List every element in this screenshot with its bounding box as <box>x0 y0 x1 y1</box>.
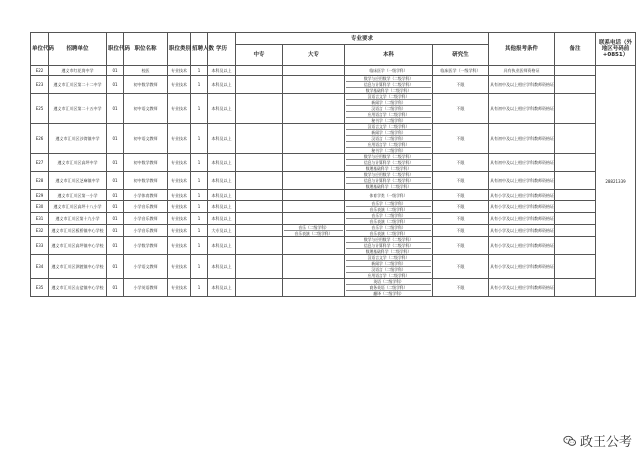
major-line: 音乐表演（二级学科） <box>294 231 333 236</box>
major-line: 汉语言（二级学科） <box>346 136 431 142</box>
major-graduate: 不限 <box>433 124 489 154</box>
major-dazhuan <box>283 154 345 172</box>
major-line: 音乐表演（二级学科） <box>369 207 408 212</box>
unit-code: E33 <box>31 237 49 255</box>
header-zhongzhuan: 中专 <box>236 45 283 66</box>
recruitment-table-sheet <box>30 32 633 452</box>
major-dazhuan <box>283 279 345 297</box>
table-row <box>31 94 636 124</box>
major-dazhuan <box>283 76 345 94</box>
major-line: 英语（二级学科） <box>346 279 431 285</box>
unit-name: 遵义市汇川区第十九小学 <box>49 213 107 225</box>
major-dazhuan <box>283 213 345 225</box>
major-benke <box>345 124 433 154</box>
table-row <box>31 213 636 225</box>
other-conditions: 具有初中及以上相应学科教师资格证 <box>489 76 555 94</box>
major-line: 数学与应用数学（二级学科） <box>346 172 431 178</box>
major-line: 音乐表演（二级学科） <box>369 231 408 236</box>
major-zhongzhuan <box>236 279 283 297</box>
major-benke <box>345 190 433 201</box>
notes <box>555 279 596 297</box>
position-name: 初中数学教师 <box>124 172 168 190</box>
major-line: 新闻学（二级学科） <box>346 100 431 106</box>
position-name: 校医 <box>124 66 168 76</box>
unit-name: 遵义市汇川区高坪镇中心学校 <box>49 237 107 255</box>
education: 本科及以上 <box>208 76 236 94</box>
header-count: 招聘人数 <box>191 33 208 66</box>
major-line: 汉语言文学（二级学科） <box>346 94 431 100</box>
major-line: 数理基础科学（二级学科） <box>365 249 412 254</box>
major-zhongzhuan <box>236 225 283 237</box>
unit-code: E30 <box>31 201 49 213</box>
major-graduate: 不限 <box>433 172 489 190</box>
header-notes: 备注 <box>555 33 596 66</box>
other-conditions: 具有小学及以上相应学科教师资格证 <box>489 255 555 279</box>
recruit-count: 1 <box>191 225 208 237</box>
major-graduate: 不限 <box>433 255 489 279</box>
table-row <box>31 201 636 213</box>
major-benke <box>345 154 433 172</box>
major-line: 数学与应用数学（二级学科） <box>346 154 431 160</box>
major-line: 音乐学（二级学科） <box>346 213 431 219</box>
position-code: 01 <box>107 213 124 225</box>
education: 本科及以上 <box>208 124 236 154</box>
recruit-count: 1 <box>191 172 208 190</box>
major-line: 翻译（二级学科） <box>373 291 404 296</box>
header-unit-code: 单位代码 <box>31 33 49 66</box>
unit-code: E23 <box>31 76 49 94</box>
position-code: 01 <box>107 201 124 213</box>
major-zhongzhuan <box>236 124 283 154</box>
major-zhongzhuan <box>236 201 283 213</box>
notes <box>555 94 596 124</box>
unit-code: E27 <box>31 154 49 172</box>
position-code: 01 <box>107 94 124 124</box>
major-benke <box>345 172 433 190</box>
header-position-name: 职位名称 <box>124 33 168 66</box>
major-dazhuan <box>283 66 345 76</box>
other-conditions: 具有小学及以上相应学科教师资格证 <box>489 237 555 255</box>
table-row <box>31 66 636 76</box>
major-benke <box>345 255 433 279</box>
notes <box>555 124 596 154</box>
position-type: 专业技术 <box>168 94 191 124</box>
education: 本科及以上 <box>208 190 236 201</box>
notes <box>555 172 596 190</box>
recruit-count: 1 <box>191 190 208 201</box>
recruit-count: 1 <box>191 255 208 279</box>
major-line: 音乐学（二级学科） <box>346 201 431 207</box>
major-benke <box>345 76 433 94</box>
major-line: 数学基础科学（二级学科） <box>365 88 412 93</box>
unit-name: 遵义市汇川区高坪中学 <box>49 154 107 172</box>
header-graduate: 研究生 <box>433 45 489 66</box>
position-name: 初中语文教师 <box>124 94 168 124</box>
header-major-requirements: 专业要求 <box>236 33 489 45</box>
major-graduate: 不限 <box>433 76 489 94</box>
major-line: 信息与计算科学（二级学科） <box>346 178 431 184</box>
education: 本科及以上 <box>208 94 236 124</box>
position-code: 01 <box>107 190 124 201</box>
other-conditions: 具有小学及以上相应学科教师资格证 <box>489 190 555 201</box>
major-line: 数理基础科学（二级学科） <box>365 184 412 189</box>
unit-code: E28 <box>31 172 49 190</box>
notes <box>555 225 596 237</box>
major-line: 汉语言（二级学科） <box>346 267 431 273</box>
notes <box>555 76 596 94</box>
major-dazhuan <box>283 255 345 279</box>
major-line: 体育学类（一级学科） <box>369 192 408 198</box>
header-unit: 招聘单位 <box>49 33 107 66</box>
major-dazhuan <box>283 237 345 255</box>
major-benke <box>345 201 433 213</box>
position-type: 专业技术 <box>168 66 191 76</box>
education: 本科及以上 <box>208 154 236 172</box>
major-line: 应用语言学（二级学科） <box>367 273 410 278</box>
position-code: 01 <box>107 66 124 76</box>
major-zhongzhuan <box>236 154 283 172</box>
recruit-count: 1 <box>191 124 208 154</box>
major-zhongzhuan <box>236 94 283 124</box>
unit-name: 遵义市汇川区泗渡镇中心学校 <box>49 255 107 279</box>
major-zhongzhuan <box>236 76 283 94</box>
unit-code: E31 <box>31 213 49 225</box>
major-zhongzhuan <box>236 190 283 201</box>
table-row <box>31 255 636 279</box>
major-benke <box>345 213 433 225</box>
major-dazhuan <box>283 225 345 237</box>
notes <box>555 66 596 76</box>
major-line: 数学与应用数学（二级学科） <box>346 76 431 82</box>
major-line: 信息与计算科学（二级学科） <box>346 82 431 88</box>
table-row <box>31 76 636 94</box>
header-position-code: 职位代码 <box>107 33 124 66</box>
position-type: 专业技术 <box>168 237 191 255</box>
notes <box>555 237 596 255</box>
major-graduate: 不限 <box>433 154 489 172</box>
unit-name: 遵义市汇川区芝麻镇中学 <box>49 172 107 190</box>
unit-code: E26 <box>31 124 49 154</box>
notes <box>555 255 596 279</box>
education: 本科及以上 <box>208 172 236 190</box>
recruit-count: 1 <box>191 94 208 124</box>
table-row <box>31 237 636 255</box>
major-line: 秘书学（二级学科） <box>371 118 406 123</box>
other-conditions: 具有小学及以上相应学科教师资格证 <box>489 225 555 237</box>
table-row <box>31 190 636 201</box>
other-conditions: 具有初中及以上相应学科教师资格证 <box>489 124 555 154</box>
position-name: 小学音乐教师 <box>124 225 168 237</box>
notes <box>555 190 596 201</box>
major-graduate: 临床医学（一级学科） <box>433 66 489 76</box>
major-line: 商务英语（二级学科） <box>346 285 431 291</box>
unit-name: 遵义市红花岗中学 <box>49 66 107 76</box>
position-name: 小学音乐教师 <box>124 201 168 213</box>
position-type: 专业技术 <box>168 76 191 94</box>
position-name: 小学体育教师 <box>124 190 168 201</box>
major-benke <box>345 237 433 255</box>
unit-name: 遵义市汇川区第二十二中学 <box>49 76 107 94</box>
position-type: 专业技术 <box>168 124 191 154</box>
major-line: 音乐学（二级学科） <box>346 225 431 231</box>
major-graduate: 不限 <box>433 190 489 201</box>
table-row <box>31 172 636 190</box>
recruit-count: 1 <box>191 213 208 225</box>
position-type: 专业技术 <box>168 255 191 279</box>
position-name: 小学英语教师 <box>124 279 168 297</box>
major-line: 临床医学（一级学科） <box>369 68 408 73</box>
recruit-count: 1 <box>191 66 208 76</box>
other-conditions: 具有初中及以上相应学科教师资格证 <box>489 172 555 190</box>
unit-code: E32 <box>31 225 49 237</box>
position-name: 小学音乐教师 <box>124 213 168 225</box>
major-line: 秘书学（二级学科） <box>371 148 406 153</box>
education: 本科及以上 <box>208 237 236 255</box>
unit-code: E29 <box>31 190 49 201</box>
position-code: 01 <box>107 225 124 237</box>
other-conditions: 具有小学及以上相应学科教师资格证 <box>489 213 555 225</box>
position-name: 初中数学教师 <box>124 76 168 94</box>
major-dazhuan <box>283 201 345 213</box>
position-code: 01 <box>107 172 124 190</box>
header-dazhuan: 大专 <box>283 45 345 66</box>
position-type: 专业技术 <box>168 213 191 225</box>
major-line: 数学与应用数学（二级学科） <box>346 237 431 243</box>
other-conditions: 具有初中及以上相应学科教师资格证 <box>489 94 555 124</box>
header-position-type: 职位类别 <box>168 33 191 66</box>
major-line: 信息与计算科学（二级学科） <box>346 243 431 249</box>
header-other-conditions: 其他报考条件 <box>489 33 555 66</box>
position-code: 01 <box>107 279 124 297</box>
position-type: 专业技术 <box>168 172 191 190</box>
major-line: 汉语言（二级学科） <box>346 106 431 112</box>
unit-name: 遵义市汇川区山盆镇中心学校 <box>49 279 107 297</box>
recruit-count: 1 <box>191 279 208 297</box>
unit-name: 遵义市汇川区第二十五中学 <box>49 94 107 124</box>
table-row <box>31 225 636 237</box>
table-row <box>31 154 636 172</box>
other-conditions: 具有小学及以上相应学科教师资格证 <box>489 279 555 297</box>
position-name: 初中数学教师 <box>124 154 168 172</box>
notes <box>555 154 596 172</box>
position-code: 01 <box>107 76 124 94</box>
unit-name: 遵义市汇川区第一小学 <box>49 190 107 201</box>
watermark <box>563 431 632 450</box>
unit-code: E25 <box>31 94 49 124</box>
education: 本科及以上 <box>208 201 236 213</box>
position-name: 小学语文教师 <box>124 255 168 279</box>
position-code: 01 <box>107 154 124 172</box>
major-dazhuan <box>283 124 345 154</box>
major-line: 音乐（二级学科） <box>284 225 343 231</box>
major-line: 音乐表演（二级学科） <box>369 219 408 224</box>
major-graduate: 不限 <box>433 213 489 225</box>
header-education: 学历 <box>208 33 236 66</box>
position-name: 小学数学教师 <box>124 237 168 255</box>
unit-code: E22 <box>31 66 49 76</box>
notes <box>555 213 596 225</box>
major-benke <box>345 279 433 297</box>
education: 本科及以上 <box>208 279 236 297</box>
position-type: 专业技术 <box>168 190 191 201</box>
position-code: 01 <box>107 124 124 154</box>
major-graduate: 不限 <box>433 279 489 297</box>
table-body <box>31 66 636 297</box>
position-name: 初中语文教师 <box>124 124 168 154</box>
major-zhongzhuan <box>236 255 283 279</box>
major-zhongzhuan <box>236 172 283 190</box>
notes <box>555 201 596 213</box>
major-dazhuan <box>283 190 345 201</box>
unit-code: E35 <box>31 279 49 297</box>
watermark-text: 政王公考 <box>579 435 632 450</box>
position-type: 专业技术 <box>168 279 191 297</box>
major-zhongzhuan <box>236 66 283 76</box>
education: 本科及以上 <box>208 66 236 76</box>
recruit-count: 1 <box>191 201 208 213</box>
major-line: 应用语言学（二级学科） <box>346 112 431 118</box>
major-zhongzhuan <box>236 237 283 255</box>
major-line: 应用语言学（二级学科） <box>346 142 431 148</box>
recruitment-table <box>30 32 636 297</box>
major-line: 数理基础科学（二级学科） <box>365 166 412 171</box>
major-graduate: 不限 <box>433 201 489 213</box>
other-conditions: 具有小学及以上相应学科教师资格证 <box>489 201 555 213</box>
education: 本科及以上 <box>208 213 236 225</box>
major-benke <box>345 225 433 237</box>
major-graduate: 不限 <box>433 237 489 255</box>
recruit-count: 1 <box>191 237 208 255</box>
table-row <box>31 279 636 297</box>
unit-code: E34 <box>31 255 49 279</box>
position-code: 01 <box>107 237 124 255</box>
recruit-count: 1 <box>191 154 208 172</box>
position-code: 01 <box>107 255 124 279</box>
major-line: 新闻学（二级学科） <box>346 130 431 136</box>
position-type: 专业技术 <box>168 154 191 172</box>
wechat-icon <box>563 434 577 448</box>
header-phone: 联系电话（外地区号码前+0851） <box>596 33 636 66</box>
other-conditions: 具有初中及以上相应学科教师资格证 <box>489 154 555 172</box>
major-line: 汉语言文学（二级学科） <box>346 255 431 261</box>
major-zhongzhuan <box>236 213 283 225</box>
major-dazhuan <box>283 172 345 190</box>
education: 本科及以上 <box>208 255 236 279</box>
unit-name: 遵义市汇川区板桥镇中心学校 <box>49 225 107 237</box>
header-benke: 本科 <box>345 45 433 66</box>
major-benke <box>345 94 433 124</box>
unit-name: 遵义市汇川区高坪十八小学 <box>49 201 107 213</box>
major-line: 新闻学（二级学科） <box>346 261 431 267</box>
major-line: 信息与计算科学（二级学科） <box>346 160 431 166</box>
unit-name: 遵义市汇川区沙湾镇中学 <box>49 124 107 154</box>
education: 大专及以上 <box>208 225 236 237</box>
recruit-count: 1 <box>191 76 208 94</box>
major-line: 汉语言文学（二级学科） <box>346 124 431 130</box>
position-type: 专业技术 <box>168 225 191 237</box>
major-graduate: 不限 <box>433 94 489 124</box>
table-row <box>31 124 636 154</box>
other-conditions: 具有执业医师资格证 <box>489 66 555 76</box>
position-type: 专业技术 <box>168 201 191 213</box>
contact-phone: 28821339 <box>596 66 636 297</box>
major-benke <box>345 66 433 76</box>
major-graduate: 不限 <box>433 225 489 237</box>
major-dazhuan <box>283 94 345 124</box>
